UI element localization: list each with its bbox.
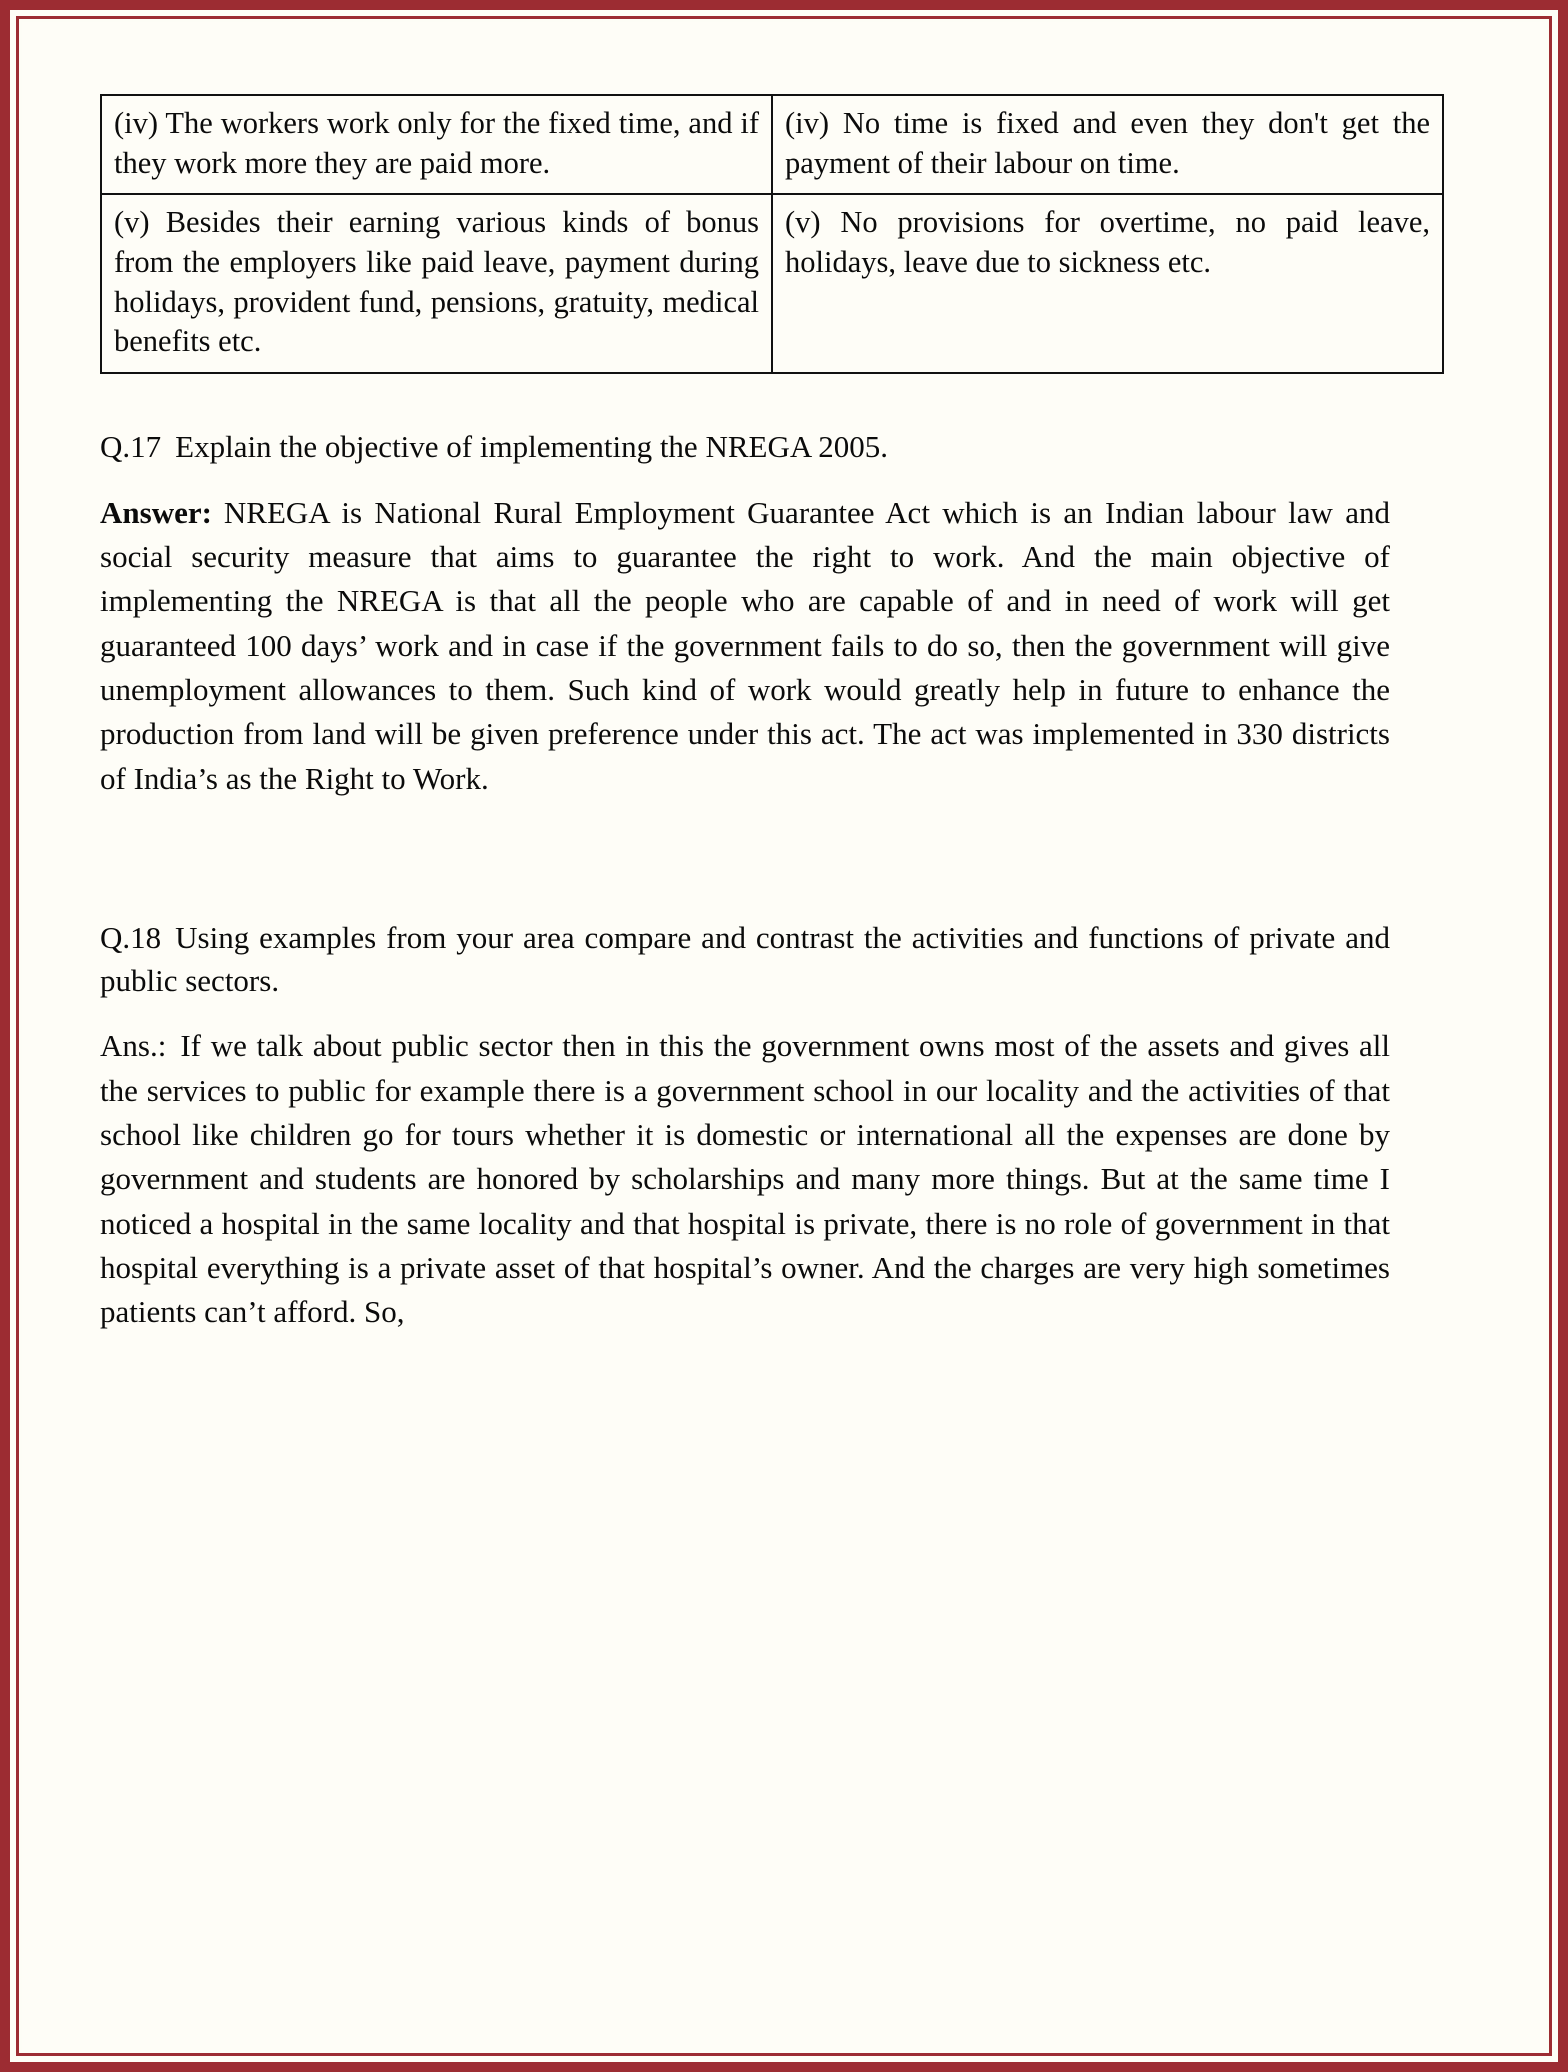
answer-18-text: If we talk about public sector then in this the government owns most of the assets and gives all the services to public for example there is a government school in our locality and the activities of that school like children go for tours whether it is domestic or international all the expenses are done by government and students are honored by scholarships and many more things. But at the same time I noticed a hospital in the same locality and that hospital is private, there is no role of government in that hospital everything is a private asset of that hospital’s owner. And the charges are very high sometimes patients can’t afford. So, <box>100 1028 1390 1330</box>
document-sheet <box>22 22 1546 2050</box>
question-18-text: Using examples from your area compare and contrast the activities and functions of private and public sectors. <box>100 919 1390 998</box>
answer-17-paragraph <box>100 491 1390 801</box>
question-17-text: Explain the objective of implementing the NREGA 2005. <box>175 428 889 464</box>
table-cell-organised-v: (v) Besides their earning various kinds of bonus from the employers like paid leave, payment during holidays, provident fund, pensions, gratuity, medical benefits etc. <box>101 194 772 373</box>
question-18-number: Q.18 <box>100 919 162 955</box>
question-18-heading <box>100 917 1390 1003</box>
question-17-number: Q.17 <box>100 428 162 464</box>
question-17-heading <box>100 426 1390 469</box>
answer-17-label: Answer: <box>100 494 212 530</box>
answer-18-paragraph <box>100 1024 1390 1334</box>
table-cell-unorganised-v: (v) No provisions for overtime, no paid leave, holidays, leave due to sickness etc. <box>772 194 1443 373</box>
comparison-table <box>100 94 1444 374</box>
table-row <box>101 194 1443 373</box>
document-content <box>100 94 1430 1335</box>
table-cell-unorganised-iv: (iv) No time is fixed and even they don't get the payment of their labour on time. <box>772 95 1443 194</box>
section-spacer <box>100 801 1412 865</box>
table-cell-organised-iv: (iv) The workers work only for the fixed time, and if they work more they are paid more. <box>101 95 772 194</box>
answer-17-text: NREGA is National Rural Employment Guarantee Act which is an Indian labour law and social security measure that aims to guarantee the right to work. And the main objective of implementing the NREGA is that all the people who are capable of and in need of work will get guaranteed 100 days’ work and in case if the government fails to do so, then the government will give unemployment allowances to them. Such kind of work would greatly help in future to enhance the production from land will be given preference under this act. The act was implemented in 330 districts of India’s as the Right to Work. <box>100 494 1390 796</box>
answer-18-label: Ans.: <box>100 1028 167 1064</box>
table-row <box>101 95 1443 194</box>
